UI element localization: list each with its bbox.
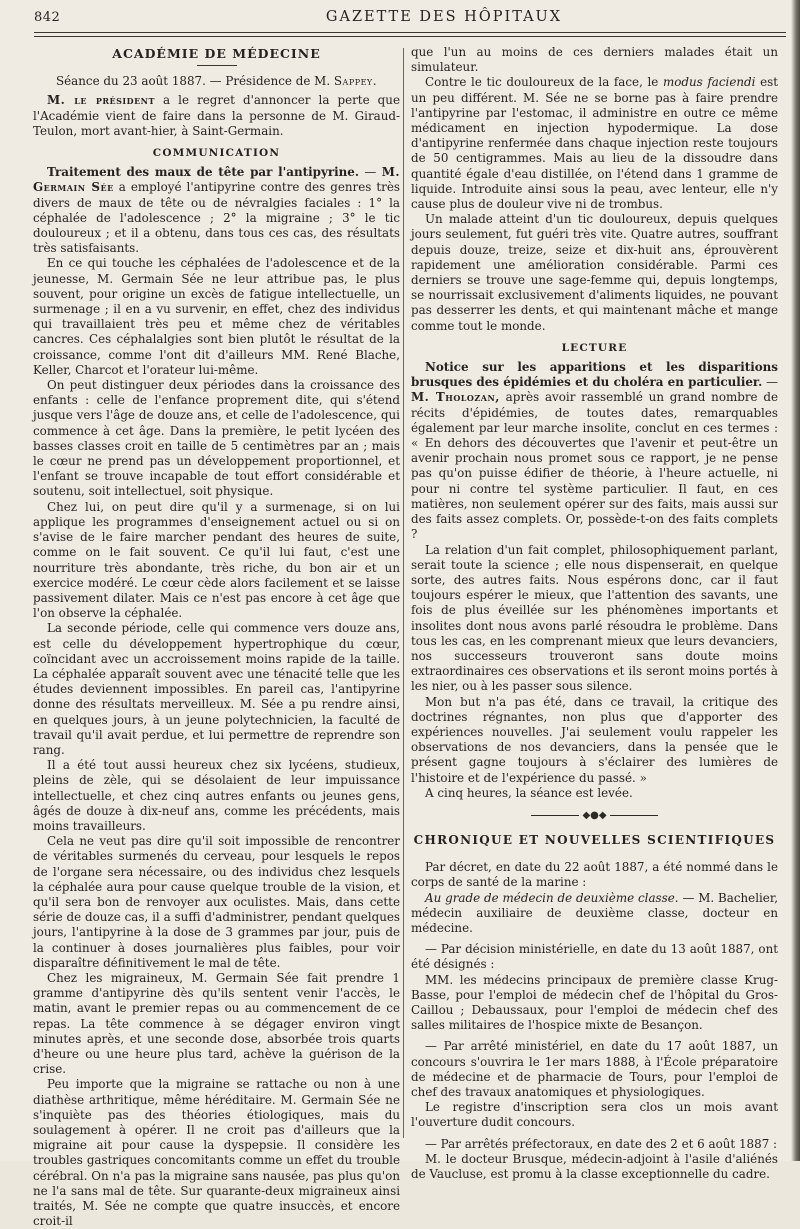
paragraph: Un malade atteint d'un tic douloureux, depuis quelques jours seulement, fut guéri très vite. Quatre autres, souffrant depuis douze, treize, seize et dix-huit ans, éprouvèrent rapidement une amélioration considérable. Parmi ces derniers se trouve une sage-femme qui, depuis longtemps, se nourrissait exclusivement d'aliments liquides, ne pouvant pas desserrer les dents, et qui maintenant mâche et mange comme tout le monde. xyxy=(411,212,778,333)
seance-line xyxy=(33,74,400,89)
page-edge-shadow xyxy=(791,0,800,1161)
tic-text-b: est un peu différent. M. Sée ne se borne pas à faire prendre l'antipyrine par l'estomac, il administre en outre ce même médicament en injection hypodermique. La dose d'antipyrine renfermée dans chaque injection reste toujours de 50 centigrammes. Mais au lieu de la dissoudre dans quantité égale d'eau distillée, on l'étend dans 1 gramme de liquide. Introduite ainsi sous la peau, avec lenteur, elle n'y cause plus de douleur vive ni de trombus. xyxy=(411,75,778,212)
title-rule xyxy=(197,65,237,66)
grade-text: — M. Bachelier, médecin auxiliaire de deuxième classe, docteur en médecine. xyxy=(411,890,778,935)
seance-prefix: Séance du 23 août 1887. — Présidence de M. xyxy=(56,74,334,89)
paragraph: — Par arrêté ministériel, en date du 17 août 1887, un concours s'ouvrira le 1er mars 1888, à l'École préparatoire de médecine et de pharmacie de Tours, pour l'emploi de chef des travaux anatomiques et physiologiques. xyxy=(411,1039,778,1099)
paragraph-antipyrine-intro xyxy=(33,165,400,256)
journal-title: GAZETTE DES HÔPITAUX xyxy=(325,9,563,25)
fleuron-ornament-icon: ◆●◆ xyxy=(582,809,607,821)
paragraph: La relation d'un fait complet, philosophiquement parlant, serait toute la science ; elle nous dispenserait, en quelque sorte, des autres faits. Nous espérons donc, car il faut toujours espérer le mieux, que l'attention des savants, une fois de plus éveillée sur les phénomènes importants et insolites dont nous avons parlé résoudra le problème. Dans tous les cas, en les comprenant mieux que leurs devanciers, nos successeurs trouveront sans doute moins extraordinaires ces observations et ils seront moins portés à les nier, ou à les passer sous silence. xyxy=(411,542,778,694)
chronique-heading: CHRONIQUE ET NOUVELLES SCIENTIFIQUES xyxy=(413,832,776,847)
paragraph: Le registre d'inscription sera clos un mois avant l'ouverture dudit concours. xyxy=(411,1100,778,1130)
paragraph-tic xyxy=(411,75,778,212)
article-title-epidemies: Notice sur les apparitions et les disparitions brusques des épidémies et du choléra en particulier. xyxy=(411,360,778,390)
paragraph: — Par décision ministérielle, en date du 13 août 1887, ont été désignés : xyxy=(411,942,778,972)
president-lead: M. le président xyxy=(47,93,155,108)
header-rule-thick xyxy=(34,32,786,33)
communication-heading: COMMUNICATION xyxy=(152,147,281,160)
president-text: a le regret d'annoncer la perte que l'Académie vient de faire dans la personne de M. Giraud-Teulon, mort avant-hier, à Saint-Germain. xyxy=(33,93,400,138)
paragraph: Chez lui, on peut dire qu'il y a surmenage, si on lui applique les programmes d'enseignement actuel ou si on s'avise de le faire marcher pendant des heures de suite, comme on le fait souvent. Ce qu'il lui faut, c'est une nourriture très abondante, très riche, du bon air et un exercice modéré. Le cœur cède alors facilement et se laisse passivement dilater. Mais ce n'est pas encore à cet âge que l'on observe la céphalée. xyxy=(33,499,400,621)
section-separator xyxy=(411,811,778,821)
paragraph-continued: que l'un au moins de ces derniers malades était un simulateur. xyxy=(411,45,778,75)
article-title-antipyrine: Traitement des maux de tête par l'antipyrine. xyxy=(47,165,360,180)
column-divider xyxy=(403,48,404,1138)
paragraph: En ce qui touche les céphalées de l'adolescence et de la jeunesse, M. Germain Sée ne leur attribue pas, le plus souvent, pour origine un excès de fatigue intellectuelle, un surmenage ; il en a vu survenir, en effet, chez des individus qui travaillaient très peu et même chez de véritables cancres. Ces céphalalgies sont bien plutôt le résultat de la croissance, comme l'ont dit d'ailleurs MM. René Blache, Keller, Charcot et l'orateur lui-même. xyxy=(33,256,400,377)
paragraph-closing: A cinq heures, la séance est levée. xyxy=(425,785,633,800)
section-title-academie: ACADÉMIE DE MÉDECINE xyxy=(112,46,321,61)
separator-line-left xyxy=(531,815,579,816)
author-tholozan: M. Tholozan, xyxy=(411,390,500,405)
left-column xyxy=(33,46,400,1229)
paragraph: Peu importe que la migraine se rattache ou non à une diathèse arthritique, même héréditaire. M. Germain Sée ne s'inquiète pas des théories étiologiques, mais du soulagement à opérer. Il ne croit pas d'ailleurs que la migraine ait pour cause la dyspepsie. Il considère les troubles gastriques concomitants comme un effet du trouble cérébral. On n'a pas la migraine sans nausée, pas plus qu'on ne l'a sans mal de tête. Sur quarante-deux migraineux ainsi traités, M. Sée ne compte que quatre insuccès, et encore croit-il xyxy=(33,1077,400,1229)
paragraph-lecture-intro xyxy=(411,360,778,542)
grade-italic: Au grade de médecin de deuxième classe. xyxy=(425,890,679,905)
paragraph: Chez les migraineux, M. Germain Sée fait prendre 1 gramme d'antipyrine dès qu'ils sentent venir l'accès, le matin, avant le premier repas ou au commencement de ce repas. La tête commence à se dégager environ vingt minutes après, et une seconde dose, absorbée trois quarts d'heure ou une heure plus tard, achève la guérison de la crise. xyxy=(33,970,400,1077)
paragraph: M. le docteur Brusque, médecin-adjoint à l'asile d'aliénés de Vaucluse, est promu à la classe exceptionnelle du cadre. xyxy=(411,1151,778,1182)
paragraph: Il a été tout aussi heureux chez six lycéens, studieux, pleins de zèle, qui se désolaient de leur impuissance intellectuelle, et chez cinq autres enfants ou jeunes gens, âgés de douze à dix-neuf ans, comme les précédents, mais moins travailleurs. xyxy=(33,758,400,833)
paragraph: La seconde période, celle qui commence vers douze ans, est celle du développement hypertrophique du cœur, coïncidant avec un accroissement moins rapide de la taille. La céphalée apparaît souvent avec une ténacité telle que les études deviennent impossibles. En pareil cas, l'antipyrine donne des résultats merveilleux. M. Sée a pu rendre ainsi, en quelques jours, à un jeune polytechnicien, la faculté de travail qu'il avait perdue, et lui permettre de reprendre son rang. xyxy=(33,621,400,757)
paragraph-president xyxy=(33,93,400,139)
modus-faciendi: modus faciendi xyxy=(662,75,756,90)
separator-line-right xyxy=(610,815,658,816)
paragraph: MM. les médecins principaux de première classe Krug-Basse, pour l'emploi de médecin chef de l'hôpital du Gros-Caillou ; Debaussaux, pour l'emploi de médecin chef des salles militaires de l'hospice mixte de Besançon. xyxy=(411,972,778,1033)
intro-text: a employé l'antipyrine contre des genres très divers de maux de tête ou de névralgies faciales : 1° la céphalée de l'adolescence ; 2° la migraine ; 3° le tic douloureux ; et il a obtenu, dans tous ces cas, des résultats très satisfaisants. xyxy=(33,180,400,256)
header-rule-thin xyxy=(34,36,786,37)
lecture-text: après avoir rassemblé un grand nombre de récits d'épidémies, de toutes dates, remarquables également par leur marche insolite, conclut en ces termes : « En dehors des découvertes que l'avenir et peut-être un avenir prochain nous promet sous ce rapport, je ne pense pas qu'on puisse édifier de théorie, à l'heure actuelle, ni pour ni contre tel système particulier. Il faut, en ces matières, non seulement opérer sur des faits, mais aussi sur des faits assez complets. Or, possède-t-on des faits complets ? xyxy=(411,390,779,542)
page-number: 842 xyxy=(34,10,61,25)
paragraph-grade xyxy=(411,891,778,937)
page-header xyxy=(34,7,786,37)
author-germain-see: M. Germain Sée xyxy=(33,165,400,195)
tic-text-a: Contre le tic douloureux de la face, le xyxy=(425,75,663,90)
paragraph: Par décret, en date du 22 août 1887, a été nommé dans le corps de santé de la marine : xyxy=(411,860,778,890)
paragraph: On peut distinguer deux périodes dans la croissance des enfants : celle de l'enfance proprement dite, qui s'étend jusque vers l'âge de douze ans, et celle de l'adolescence, qui commence à cet âge. Dans la première, le petit lycéen des basses classes croit en taille de 5 centimètres par an ; mais le cœur ne prend pas un développement proportionnel, et l'enfant se trouve incapable de tout effort considérable et soutenu, soit intellectuel, soit physique. xyxy=(33,378,400,499)
paragraph: Cela ne veut pas dire qu'il soit impossible de rencontrer de véritables surmenés du cerveau, pour lesquels le repos de l'organe sera nécessaire, ou des individus chez lesquels la céphalée aura pour cause quelque trouble de la vision, et qu'il sera bon de renvoyer aux oculistes. Mais, dans cette série de douze cas, il a suffi d'administrer, pendant quelques jours, l'antipyrine à la dose de 3 grammes par jour, puis de la continuer à doses journalières plus faibles, pour voir disparaître définitivement le mal de tête. xyxy=(33,834,400,970)
title-dash: — xyxy=(762,375,778,390)
paragraph: — Par arrêtés préfectoraux, en date des 2 et 6 août 1887 : xyxy=(425,1136,778,1151)
seance-president: Sappey. xyxy=(333,74,377,89)
paragraph: Mon but n'a pas été, dans ce travail, la critique des doctrines régnantes, non plus que d'apporter des expériences nouvelles. J'ai seulement voulu rappeler les observations de nos devanciers, dans la pensée que le présent gagne toujours à s'éclairer des lumières de l'histoire et de l'expérience du passé. » xyxy=(411,694,778,785)
title-dash: — xyxy=(359,165,382,180)
right-column xyxy=(411,45,778,1182)
lecture-heading: LECTURE xyxy=(561,341,628,354)
